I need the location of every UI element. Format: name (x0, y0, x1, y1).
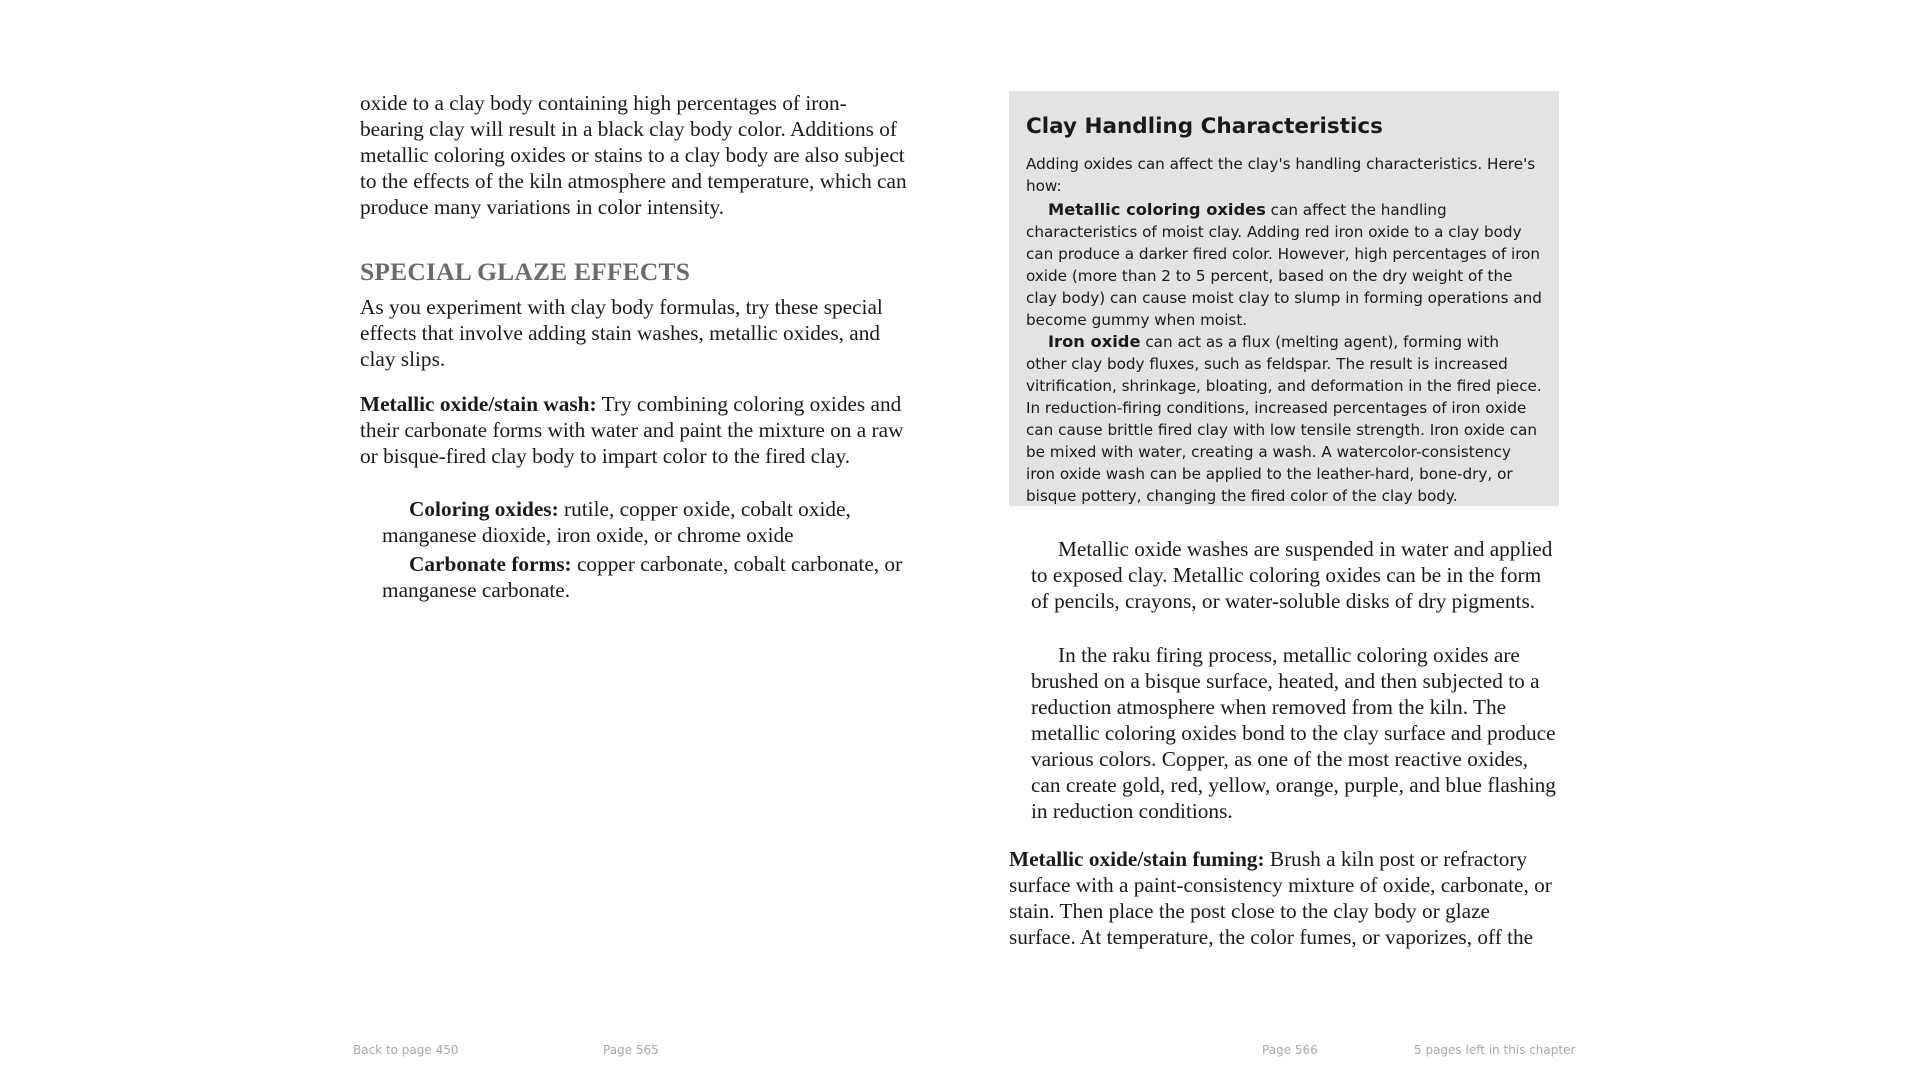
pages-left-indicator: 5 pages left in this chapter (1414, 1043, 1576, 1057)
carbonate-forms-text: copper carbonate, cobalt carbonate, or manganese carbonate. (382, 552, 903, 602)
raku-paragraph: In the raku firing process, metallic coloring oxides are brushed on a bisque surface, heated, and then subjected to a reduction atmosphere when removed from the kiln. The metallic coloring oxides bond to the clay surface and produce various colors. Copper, as one of the most reactive oxides, can create gold, red, yellow, orange, purple, and blue flashing in reduction conditions. (1031, 643, 1556, 823)
sidebar-intro: Adding oxides can affect the clay's handling characteristics. Here's how: (1026, 155, 1536, 195)
stain-wash-text: Try combining coloring oxides and their carbonate forms with water and paint the mixture on a raw or bisque-fired clay body to impart color to the fired clay. (360, 392, 904, 468)
section-heading: SPECIAL GLAZE EFFECTS (360, 257, 691, 286)
sidebar-metallic-term: Metallic coloring oxides (1048, 200, 1266, 219)
fuming-text: Brush a kiln post or refractory surface with a paint-consistency mixture of oxide, carbonate, or stain. Then place the post close to the clay body or glaze surface. At temperature, the color fumes, or vaporizes, off the (1009, 847, 1552, 949)
washes-paragraph: Metallic oxide washes are suspended in water and applied to exposed clay. Metallic coloring oxides can be in the form of pencils, crayons, or water-soluble disks of dry pigments. (1031, 537, 1553, 613)
carbonate-forms-term: Carbonate forms: (409, 552, 572, 576)
left-page-number: Page 565 (603, 1043, 659, 1057)
sidebar-metallic-text: can affect the handling characteristics of moist clay. Adding red iron oxide to a clay body can produce a darker fired color. However, high percentages of iron oxide (more than 2 to 5 percent, based on the dry weight of the clay body) can cause moist clay to slump in forming operations and become gummy when moist. (1026, 201, 1542, 329)
intro-paragraph: As you experiment with clay body formulas, try these special effects that involve adding stain washes, metallic oxides, and clay slips. (360, 295, 883, 371)
coloring-oxides-item (382, 496, 910, 548)
sidebar-iron-paragraph (1026, 331, 1542, 507)
carbonate-forms-item (382, 551, 910, 603)
continuation-paragraph: oxide to a clay body containing high percentages of iron-bearing clay will result in a black clay body color. Additions of metallic coloring oxides or stains to a clay body are also subject to the effects of the kiln atmosphere and temperature, which can produce many variations in color intensity. (360, 91, 907, 219)
coloring-oxides-term: Coloring oxides: (409, 497, 559, 521)
sidebar-iron-term: Iron oxide (1048, 332, 1141, 351)
sidebar-title: Clay Handling Characteristics (1026, 114, 1383, 139)
stain-wash-paragraph (360, 391, 910, 469)
stain-wash-term: Metallic oxide/stain wash: (360, 392, 597, 416)
right-page-number: Page 566 (1262, 1043, 1318, 1057)
back-to-page-link[interactable]: Back to page 450 (353, 1043, 459, 1057)
sidebar-metallic-paragraph (1026, 199, 1542, 331)
fuming-term: Metallic oxide/stain fuming: (1009, 847, 1265, 871)
fuming-paragraph (1009, 846, 1561, 950)
sidebar-iron-text: can act as a flux (melting agent), forming with other clay body fluxes, such as feldspar. The result is increased vitrification, shrinkage, bloating, and deformation in the fired piece. In reduction-firing conditions, increased percentages of iron oxide can cause brittle fired clay with low tensile strength. Iron oxide can be mixed with water, creating a wash. A watercolor-consistency iron oxide wash can be applied to the leather-hard, bone-dry, or bisque pottery, changing the fired color of the clay body. (1026, 333, 1542, 505)
sidebar-box (1009, 91, 1559, 506)
coloring-oxides-text: rutile, copper oxide, cobalt oxide, manganese dioxide, iron oxide, or chrome oxide (382, 497, 851, 547)
